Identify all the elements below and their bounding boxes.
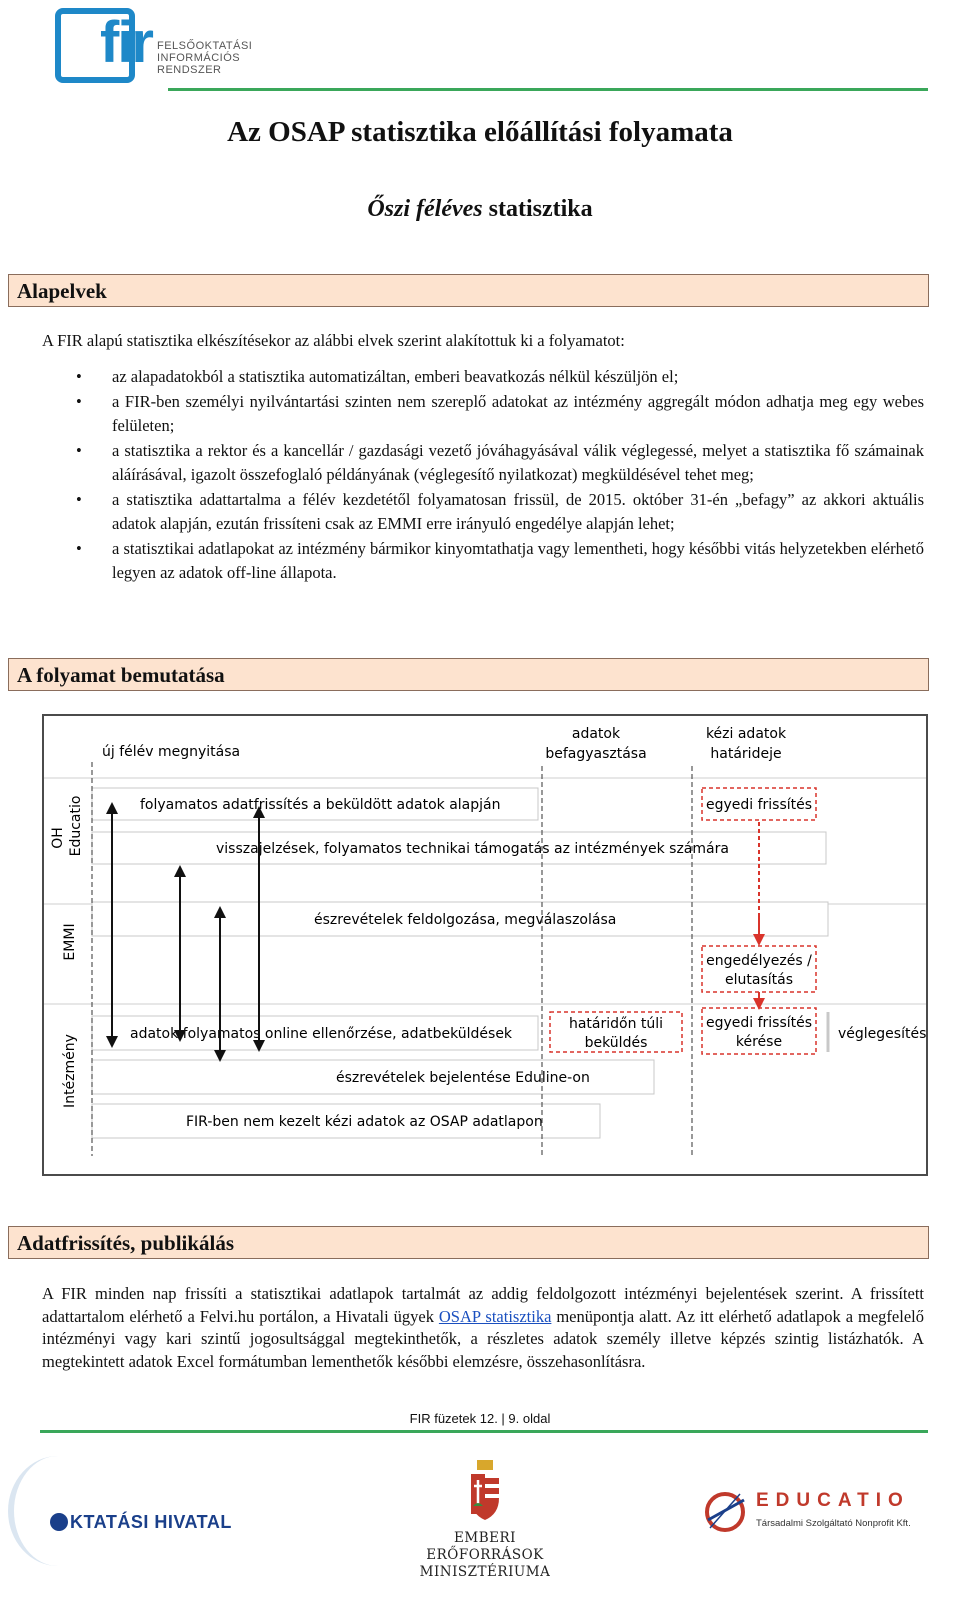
header-divider	[168, 88, 928, 91]
publish-text-1: A FIR minden nap frissíti a statisztikai adatlapok tartalmát az addig feldolgozott intézményi bejelentések szerint. A frissített adattartalom elérhető a Felvi.hu portálon, a Hivatali ügyek	[42, 1284, 924, 1326]
box-engedelyezes-label-1: engedélyezés /	[706, 953, 812, 969]
box-egyedi-frissites-label: egyedi frissítés	[705, 797, 813, 813]
oktatasi-dot-icon	[50, 1513, 68, 1531]
list-item: • az alapadatokból a statisztika automatizáltan, emberi beavatkozás nélkül készüljön el;	[42, 365, 924, 390]
lane-label-intezmeny: Intézmény	[62, 1034, 78, 1108]
list-item: • a statisztikai adatlapokat az intézmény bármikor kinyomtathatja vagy lementheti, hogy későbbi vitás helyzetekben elérhető legyen az adatok off-line állapota.	[42, 537, 924, 586]
emmi-line-1: EMBERI ERŐFORRÁSOK	[426, 1530, 544, 1563]
label-manual-1: kézi adatok	[705, 726, 787, 742]
page-title: Az OSAP statisztika előállítási folyamata	[227, 116, 733, 148]
list-item: • a statisztika a rektor és a kancellár / gazdasági vezető jóváhagyásával válik véglegessé, melyet a statisztika fő számainak aláírásával, igazolt összefoglaló példányának (véglegesítő nyilatkozat) megküldésével tehet meg;	[42, 439, 924, 488]
lane-label-emmi: EMMI	[62, 923, 78, 961]
fir-logo-line3: RENDSZER	[157, 64, 222, 76]
publish-text-2: menüpontja alatt. Az itt elérhető adatlapok a megfelelő intézményi vagy kari szintű jogosultsággal megtekinthetők, a részletes adatok személy illetve képzés szintig listázhatók. A megtekintett adatok Excel formátumban lementhetők későbbi elemzésre, összehasonlításra.	[42, 1306, 924, 1371]
bar-oh-support-label: visszajelzések, folyamatos technikai támogatás az intézmények számára	[216, 841, 729, 857]
bar-int-manual-label: FIR-ben nem kezelt kézi adatok az OSAP adatlapon	[186, 1114, 543, 1130]
section-heading-alapelvek: Alapelvek	[8, 274, 929, 307]
label-final: véglegesítés	[838, 1026, 926, 1042]
process-diagram	[42, 714, 928, 1176]
educatio-mark-icon	[700, 1490, 750, 1534]
educatio-subtitle: Társadalmi Szolgáltató Nonprofit Kft.	[756, 1518, 911, 1529]
intro-paragraph: A FIR alapú statisztika elkészítésekor az alábbi elvek szerint alakítottuk ki a folyamatot:	[42, 331, 625, 350]
fir-logo-letters: fir	[100, 10, 152, 75]
lane-label-oh: OH	[50, 827, 66, 849]
page-subtitle	[0, 196, 960, 223]
bar-int-check-label: adatok folyamatos online ellenőrzése, adatbeküldések	[130, 1026, 513, 1042]
fir-logo-line2: INFORMÁCIÓS	[157, 52, 241, 64]
fir-logo-line1: FELSŐOKTATÁSI	[157, 40, 253, 52]
page-footer: FIR füzetek 12. | 9. oldal	[409, 1411, 551, 1426]
box-keres-label-2: kérése	[735, 1034, 783, 1050]
box-hatarido-label-2: beküldés	[584, 1035, 648, 1051]
publish-paragraph	[42, 1283, 924, 1373]
hungarian-crest-icon	[468, 1458, 502, 1522]
list-item: • a FIR-ben személyi nyilvántartási szinten nem szereplő adatokat az intézmény aggregált módon adhatja meg egy webes felületen;	[42, 390, 924, 439]
box-hatarido-label-1: határidőn túli	[568, 1016, 664, 1032]
principles-list	[42, 365, 924, 586]
box-keres-label-1: egyedi frissítés	[705, 1015, 813, 1031]
educatio-wordmark: EDUCATIO	[756, 1490, 910, 1511]
fir-logo-subtitle	[157, 40, 252, 76]
footer-divider	[40, 1430, 928, 1433]
box-engedelyezes-label-2: elutasítás	[725, 972, 793, 988]
subtitle-rest: statisztika	[482, 196, 593, 222]
osap-statisztika-link[interactable]: OSAP statisztika	[438, 1306, 552, 1326]
page-header	[0, 0, 960, 95]
oktatasi-logo-text: KTATÁSI HIVATAL	[70, 1512, 232, 1532]
lane-label-educatio: Educatio	[68, 795, 84, 857]
label-new-semester: új félév megnyitása	[102, 744, 241, 760]
process-diagram-svg	[44, 716, 926, 1174]
label-freeze-2: befagyasztása	[545, 746, 647, 762]
section-heading-folyamat: A folyamat bemutatása	[8, 658, 929, 691]
label-manual-2: határideje	[710, 746, 782, 762]
emmi-logo-text	[405, 1530, 565, 1581]
oktatasi-hivatal-arc	[8, 1456, 108, 1566]
emmi-line-2: MINISZTÉRIUMA	[419, 1564, 551, 1580]
bar-emmi-label: észrevételek feldolgozása, megválaszolása	[314, 912, 617, 928]
list-item: • a statisztika adattartalma a félév kezdetétől folyamatosan frissül, de 2015. október 31-én „befagy” az akkori aktuális adatok alapján, ezután frissíteni csak az EMMI erre irányuló engedélye alapján lehet;	[42, 488, 924, 537]
bar-oh-update-label: folyamatos adatfrissítés a beküldött adatok alapján	[140, 797, 501, 813]
bar-int-eduline-label: észrevételek bejelentése Eduline-on	[336, 1070, 590, 1086]
label-freeze-1: adatok	[571, 726, 621, 742]
section-heading-adatfrissites: Adatfrissítés, publikálás	[8, 1226, 929, 1259]
subtitle-italic: Őszi féléves	[367, 196, 483, 222]
oktatasi-hivatal-logo	[50, 1512, 232, 1533]
